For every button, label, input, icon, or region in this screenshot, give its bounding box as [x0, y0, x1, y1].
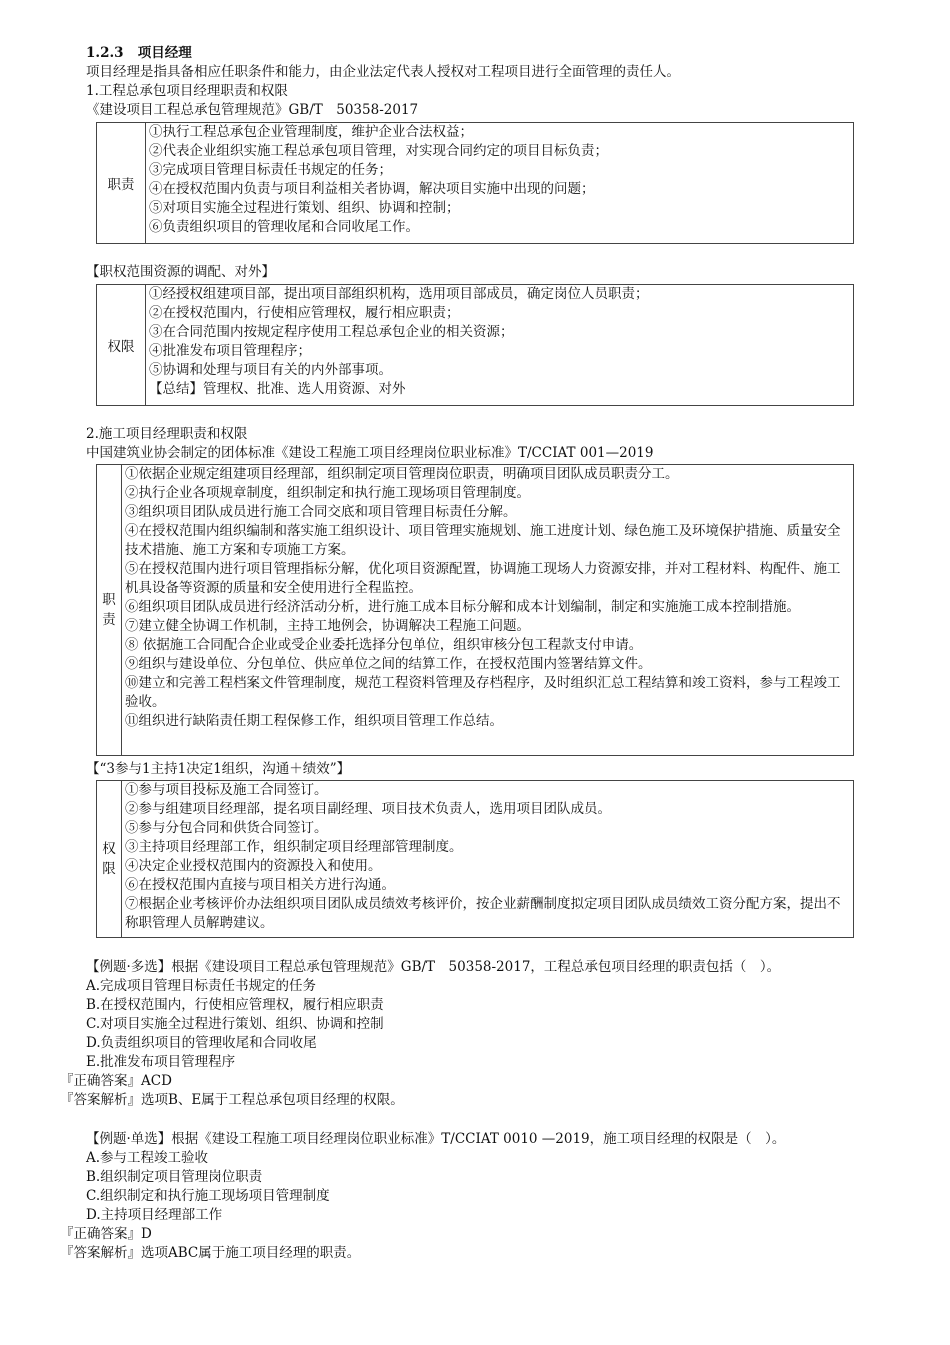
sec1-duties-list	[146, 123, 854, 244]
list-item: ⑤对项目实施全过程进行策划、组织、协调和控制；	[149, 200, 460, 216]
list-item: ⑤在授权范围内进行项目管理指标分解，优化项目资源配置，协调施工现场人力资源安排，并对工程材料、构配件、施工机具设备等资源的质量和安全使用进行全程监控。	[125, 561, 841, 596]
list-item: ②执行企业各项规章制度，组织制定和执行施工现场项目管理制度。	[125, 485, 530, 501]
list-item: ①执行工程总承包企业管理制度，维护企业合法权益；	[149, 124, 473, 140]
summary-item: 【总结】管理权、批准、选人用资源、对外	[149, 381, 406, 397]
sec2-duties-table	[96, 464, 854, 756]
list-item: ②参与组建项目经理部，提名项目副经理、项目技术负责人，选用项目团队成员。	[125, 801, 611, 817]
list-item: ⑧ 依据施工合同配合企业或受企业委托选择分包单位，组织审核分包工程款支付申请。	[125, 637, 643, 653]
list-item: ④在授权范围内组织编制和落实施工组织设计、项目管理实施规划、施工进度计划、绿色施工及环境保护措施、质量安全技术措施、施工方案和专项施工方案。	[125, 523, 841, 558]
list-item: ②代表企业组织实施工程总承包项目管理，对实现合同约定的项目目标负责；	[149, 143, 608, 159]
list-item: ③主持项目经理部工作，组织制定项目经理部管理制度。	[125, 839, 463, 855]
example1-option: B.在授权范围内，行使相应管理权，履行相应职责	[86, 997, 384, 1013]
list-item: ①依据企业规定组建项目经理部，组织制定项目管理岗位职责，明确项目团队成员职责分工。	[125, 466, 679, 482]
list-item: ①参与项目投标及施工合同签订。	[125, 782, 328, 798]
sec1-standard: 《建设项目工程总承包管理规范》GB/T 50358-2017	[86, 102, 419, 118]
example2-option: B.组织制定项目管理岗位职责	[86, 1169, 263, 1185]
example2-analysis: 『答案解析』选项ABC属于施工项目经理的职责。	[60, 1245, 361, 1261]
sec2-powers-table	[96, 780, 854, 938]
example2-option: A.参与工程竣工验收	[86, 1150, 209, 1166]
list-item: ⑤参与分包合同和供货合同签订。	[125, 820, 328, 836]
list-item: ③在合同范围内按规定程序使用工程总承包企业的相关资源；	[149, 324, 514, 340]
section-heading: 1.2.3 项目经理	[86, 45, 192, 61]
sec1-powers-list	[146, 285, 854, 406]
example1-option: E.批准发布项目管理程序	[86, 1054, 236, 1070]
sec2-standard: 中国建筑业协会制定的团体标准《建设工程施工项目经理岗位职业标准》T/CCIAT 001—2019	[86, 445, 654, 461]
sec1-duties-table	[96, 122, 854, 244]
example2-question: 【例题·单选】根据《建设工程施工项目经理岗位职业标准》T/CCIAT 0010 —2019，施工项目经理的权限是（ ）。	[86, 1131, 786, 1147]
list-item: ⑥负责组织项目的管理收尾和合同收尾工作。	[149, 219, 419, 235]
example1-option: A.完成项目管理目标责任书规定的任务	[86, 978, 317, 994]
sec2-powers-list	[122, 781, 854, 938]
intro-text: 项目经理是指具备相应任职条件和能力，由企业法定代表人授权对工程项目进行全面管理的责任人。	[86, 64, 680, 80]
example2-option: C.组织制定和执行施工现场项目管理制度	[86, 1188, 330, 1204]
sec2-note: 【“3参与1主持1决定1组织，沟通＋绩效”】	[86, 761, 351, 777]
sec1-powers-table	[96, 284, 854, 406]
list-item: ③组织项目团队成员进行施工合同交底和项目管理目标责任分解。	[125, 504, 517, 520]
list-item: ④在授权范围内负责与项目利益相关者协调，解决项目实施中出现的问题；	[149, 181, 595, 197]
list-item: ③完成项目管理目标责任书规定的任务；	[149, 162, 392, 178]
example2-answer: 『正确答案』D	[60, 1226, 152, 1242]
list-item: ②在授权范围内，行使相应管理权，履行相应职责；	[149, 305, 460, 321]
sec2-title: 2.施工项目经理职责和权限	[86, 426, 248, 442]
example1-option: C.对项目实施全过程进行策划、组织、协调和控制	[86, 1016, 384, 1032]
example1-question: 【例题·多选】根据《建设项目工程总承包管理规范》GB/T 50358-2017，工程总承包项目经理的职责包括（ ）。	[86, 959, 781, 975]
duties-label: 职 责	[97, 465, 122, 756]
sec1-title: 1.工程总承包项目经理职责和权限	[86, 83, 288, 99]
list-item: ⑨组织与建设单位、分包单位、供应单位之间的结算工作，在授权范围内签署结算文件。	[125, 656, 652, 672]
example1-option: D.负责组织项目的管理收尾和合同收尾	[86, 1035, 317, 1051]
list-item: ⑤协调和处理与项目有关的内外部事项。	[149, 362, 392, 378]
list-item: ①经授权组建项目部，提出项目部组织机构，选用项目部成员，确定岗位人员职责；	[149, 286, 649, 302]
sec2-duties-list	[122, 465, 854, 756]
powers-label: 权限	[97, 285, 146, 406]
list-item: ⑪组织进行缺陷责任期工程保修工作，组织项目管理工作总结。	[125, 713, 503, 729]
example2-option: D.主持项目经理部工作	[86, 1207, 223, 1223]
list-item: ⑥在授权范围内直接与项目相关方进行沟通。	[125, 877, 395, 893]
list-item: ④决定企业授权范围内的资源投入和使用。	[125, 858, 382, 874]
example1-analysis: 『答案解析』选项B、E属于工程总承包项目经理的权限。	[60, 1092, 404, 1108]
list-item: ⑦建立健全协调工作机制，主持工地例会，协调解决工程施工问题。	[125, 618, 530, 634]
list-item: ⑩建立和完善工程档案文件管理制度，规范工程资料管理及存档程序，及时组织汇总工程结算和竣工资料，参与工程竣工验收。	[125, 675, 841, 710]
sec1-note: 【职权范围资源的调配、对外】	[86, 264, 275, 280]
duties-label: 职责	[97, 123, 146, 244]
example1-answer: 『正确答案』ACD	[60, 1073, 172, 1089]
list-item: ⑥组织项目团队成员进行经济活动分析，进行施工成本目标分解和成本计划编制，制定和实施施工成本控制措施。	[125, 599, 800, 615]
list-item: ⑦根据企业考核评价办法组织项目团队成员绩效考核评价，按企业薪酬制度拟定项目团队成员绩效工资分配方案，提出不称职管理人员解聘建议。	[125, 896, 841, 931]
powers-label: 权 限	[97, 781, 122, 938]
list-item: ④批准发布项目管理程序；	[149, 343, 311, 359]
